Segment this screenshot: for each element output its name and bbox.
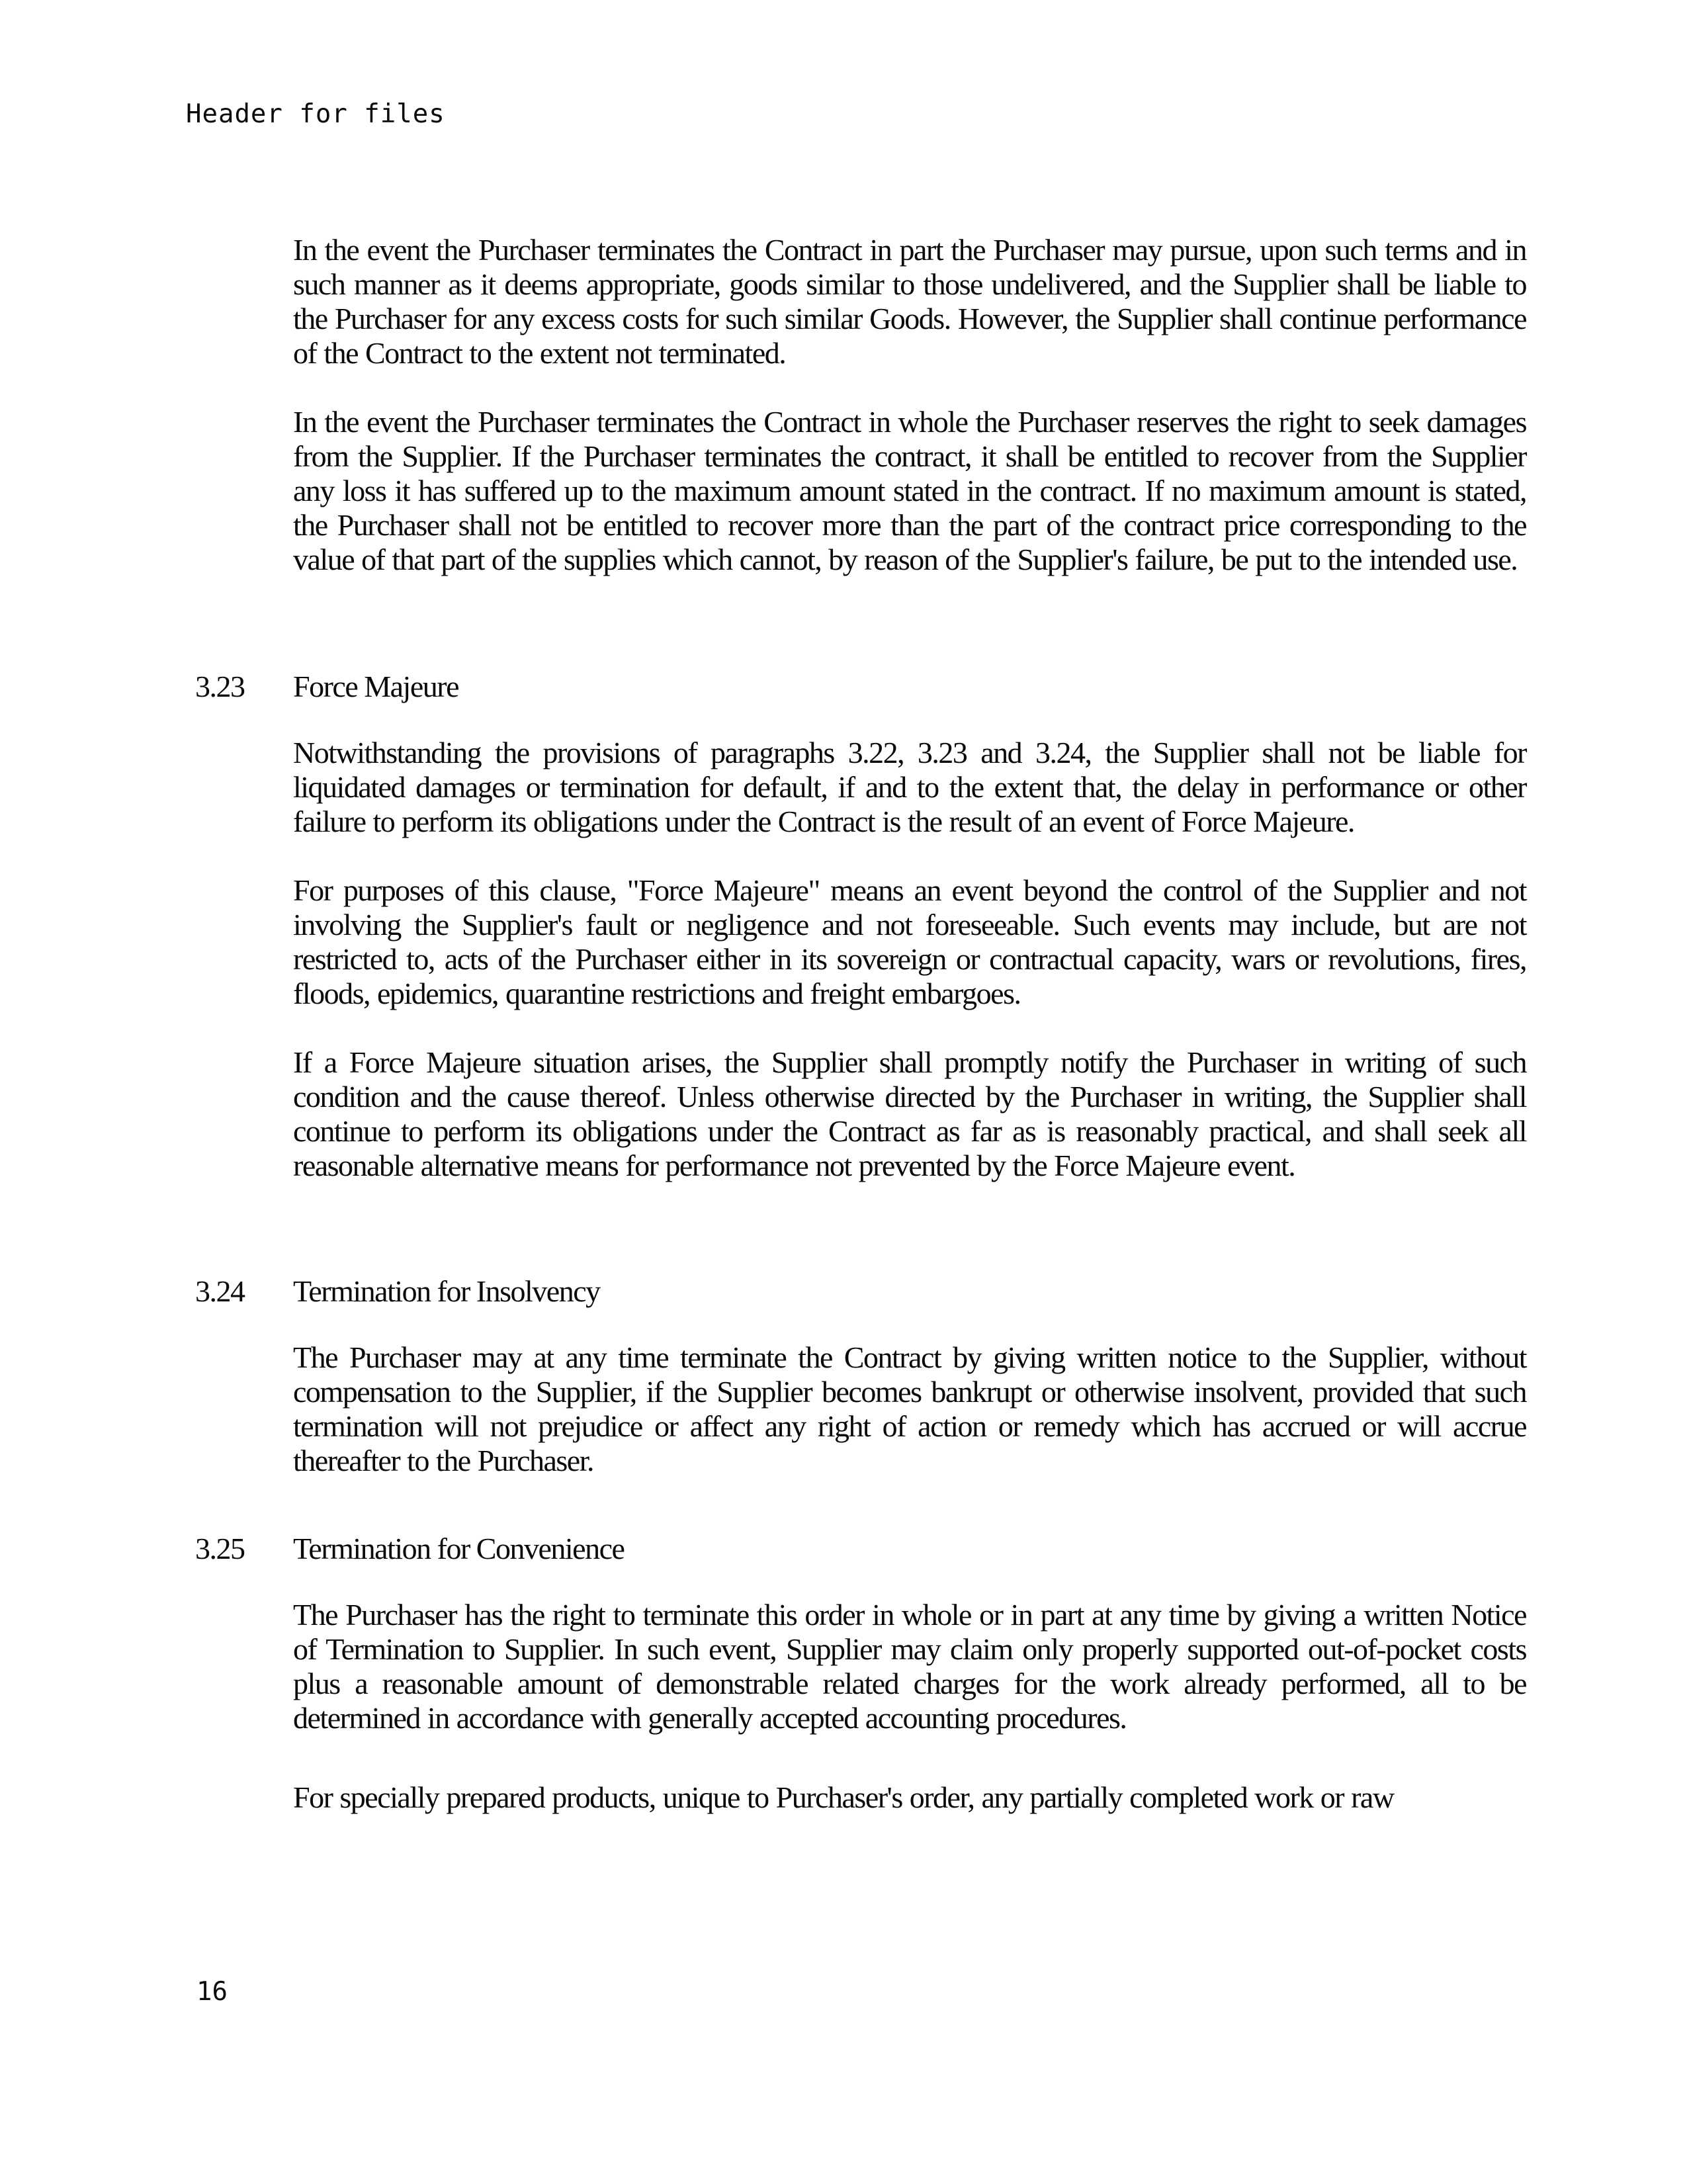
document-body xyxy=(195,233,1526,1815)
section-title: Termination for Insolvency xyxy=(293,1274,600,1308)
section-heading-3-24 xyxy=(195,1274,1526,1309)
section-heading-3-23 xyxy=(195,670,1526,704)
section-title: Force Majeure xyxy=(293,670,458,703)
section-heading-3-25 xyxy=(195,1532,1526,1566)
section-number: 3.25 xyxy=(195,1532,245,1565)
section-3-23-paragraph-2: For purposes of this clause, "Force Majeure" means an event beyond the control of the Supplier and not involving the Supplier's fault or negligence and not foreseeable. Such events may include, but are not restricted to, acts of the Purchaser either in its sovereign or contractual capacity, wars or revolutions, fires, floods, epidemics, quarantine restrictions and freight embargoes. xyxy=(293,873,1526,1010)
intro-paragraph-1: In the event the Purchaser terminates the Contract in part the Purchaser may pursue, upon such terms and in such manner as it deems appropriate, goods similar to those undelivered, and the Supplier shall be liable to the Purchaser for any excess costs for such similar Goods. However, the Supplier shall continue performance of the Contract to the extent not terminated. xyxy=(293,233,1526,370)
section-number: 3.23 xyxy=(195,670,245,703)
intro-paragraph-2: In the event the Purchaser terminates the Contract in whole the Purchaser reserves the right to seek damages from the Supplier. If the Purchaser terminates the contract, it shall be entitled to recover from the Supplier any loss it has suffered up to the maximum amount stated in the contract. If no maximum amount is stated, the Purchaser shall not be entitled to recover more than the part of the contract price corresponding to the value of that part of the supplies which cannot, by reason of the Supplier's failure, be put to the intended use. xyxy=(293,405,1526,576)
section-3-25-paragraph-1: The Purchaser has the right to terminate this order in whole or in part at any time by giving a written Notice of Termination to Supplier. In such event, Supplier may claim only properly supported out-of-pocket costs plus a reasonable amount of demonstrable related charges for the work already performed, all to be determined in accordance with generally accepted accounting procedures. xyxy=(293,1598,1526,1735)
document-header: Header for files xyxy=(186,99,445,129)
page-number: 16 xyxy=(196,1977,228,2007)
section-number: 3.24 xyxy=(195,1274,245,1308)
section-3-24-paragraph-1: The Purchaser may at any time terminate the Contract by giving written notice to the Supplier, without compensation to the Supplier, if the Supplier becomes bankrupt or otherwise insolvent, provided that such termination will not prejudice or affect any right of action or remedy which has accrued or will accrue thereafter to the Purchaser. xyxy=(293,1340,1526,1477)
section-3-23-paragraph-1: Notwithstanding the provisions of paragraphs 3.22, 3.23 and 3.24, the Supplier shall not be liable for liquidated damages or termination for default, if and to the extent that, the delay in performance or other failure to perform its obligations under the Contract is the result of an event of Force Majeure. xyxy=(293,736,1526,838)
section-title: Termination for Convenience xyxy=(293,1532,625,1565)
section-3-23-paragraph-3: If a Force Majeure situation arises, the Supplier shall promptly notify the Purchaser in writing of such condition and the cause thereof. Unless otherwise directed by the Purchaser in writing, the Supplier shall continue to perform its obligations under the Contract as far as is reasonably practical, and shall seek all reasonable alternative means for performance not prevented by the Force Majeure event. xyxy=(293,1045,1526,1182)
section-3-25-paragraph-2-partial: For specially prepared products, unique to Purchaser's order, any partially completed work or raw xyxy=(293,1780,1394,1814)
